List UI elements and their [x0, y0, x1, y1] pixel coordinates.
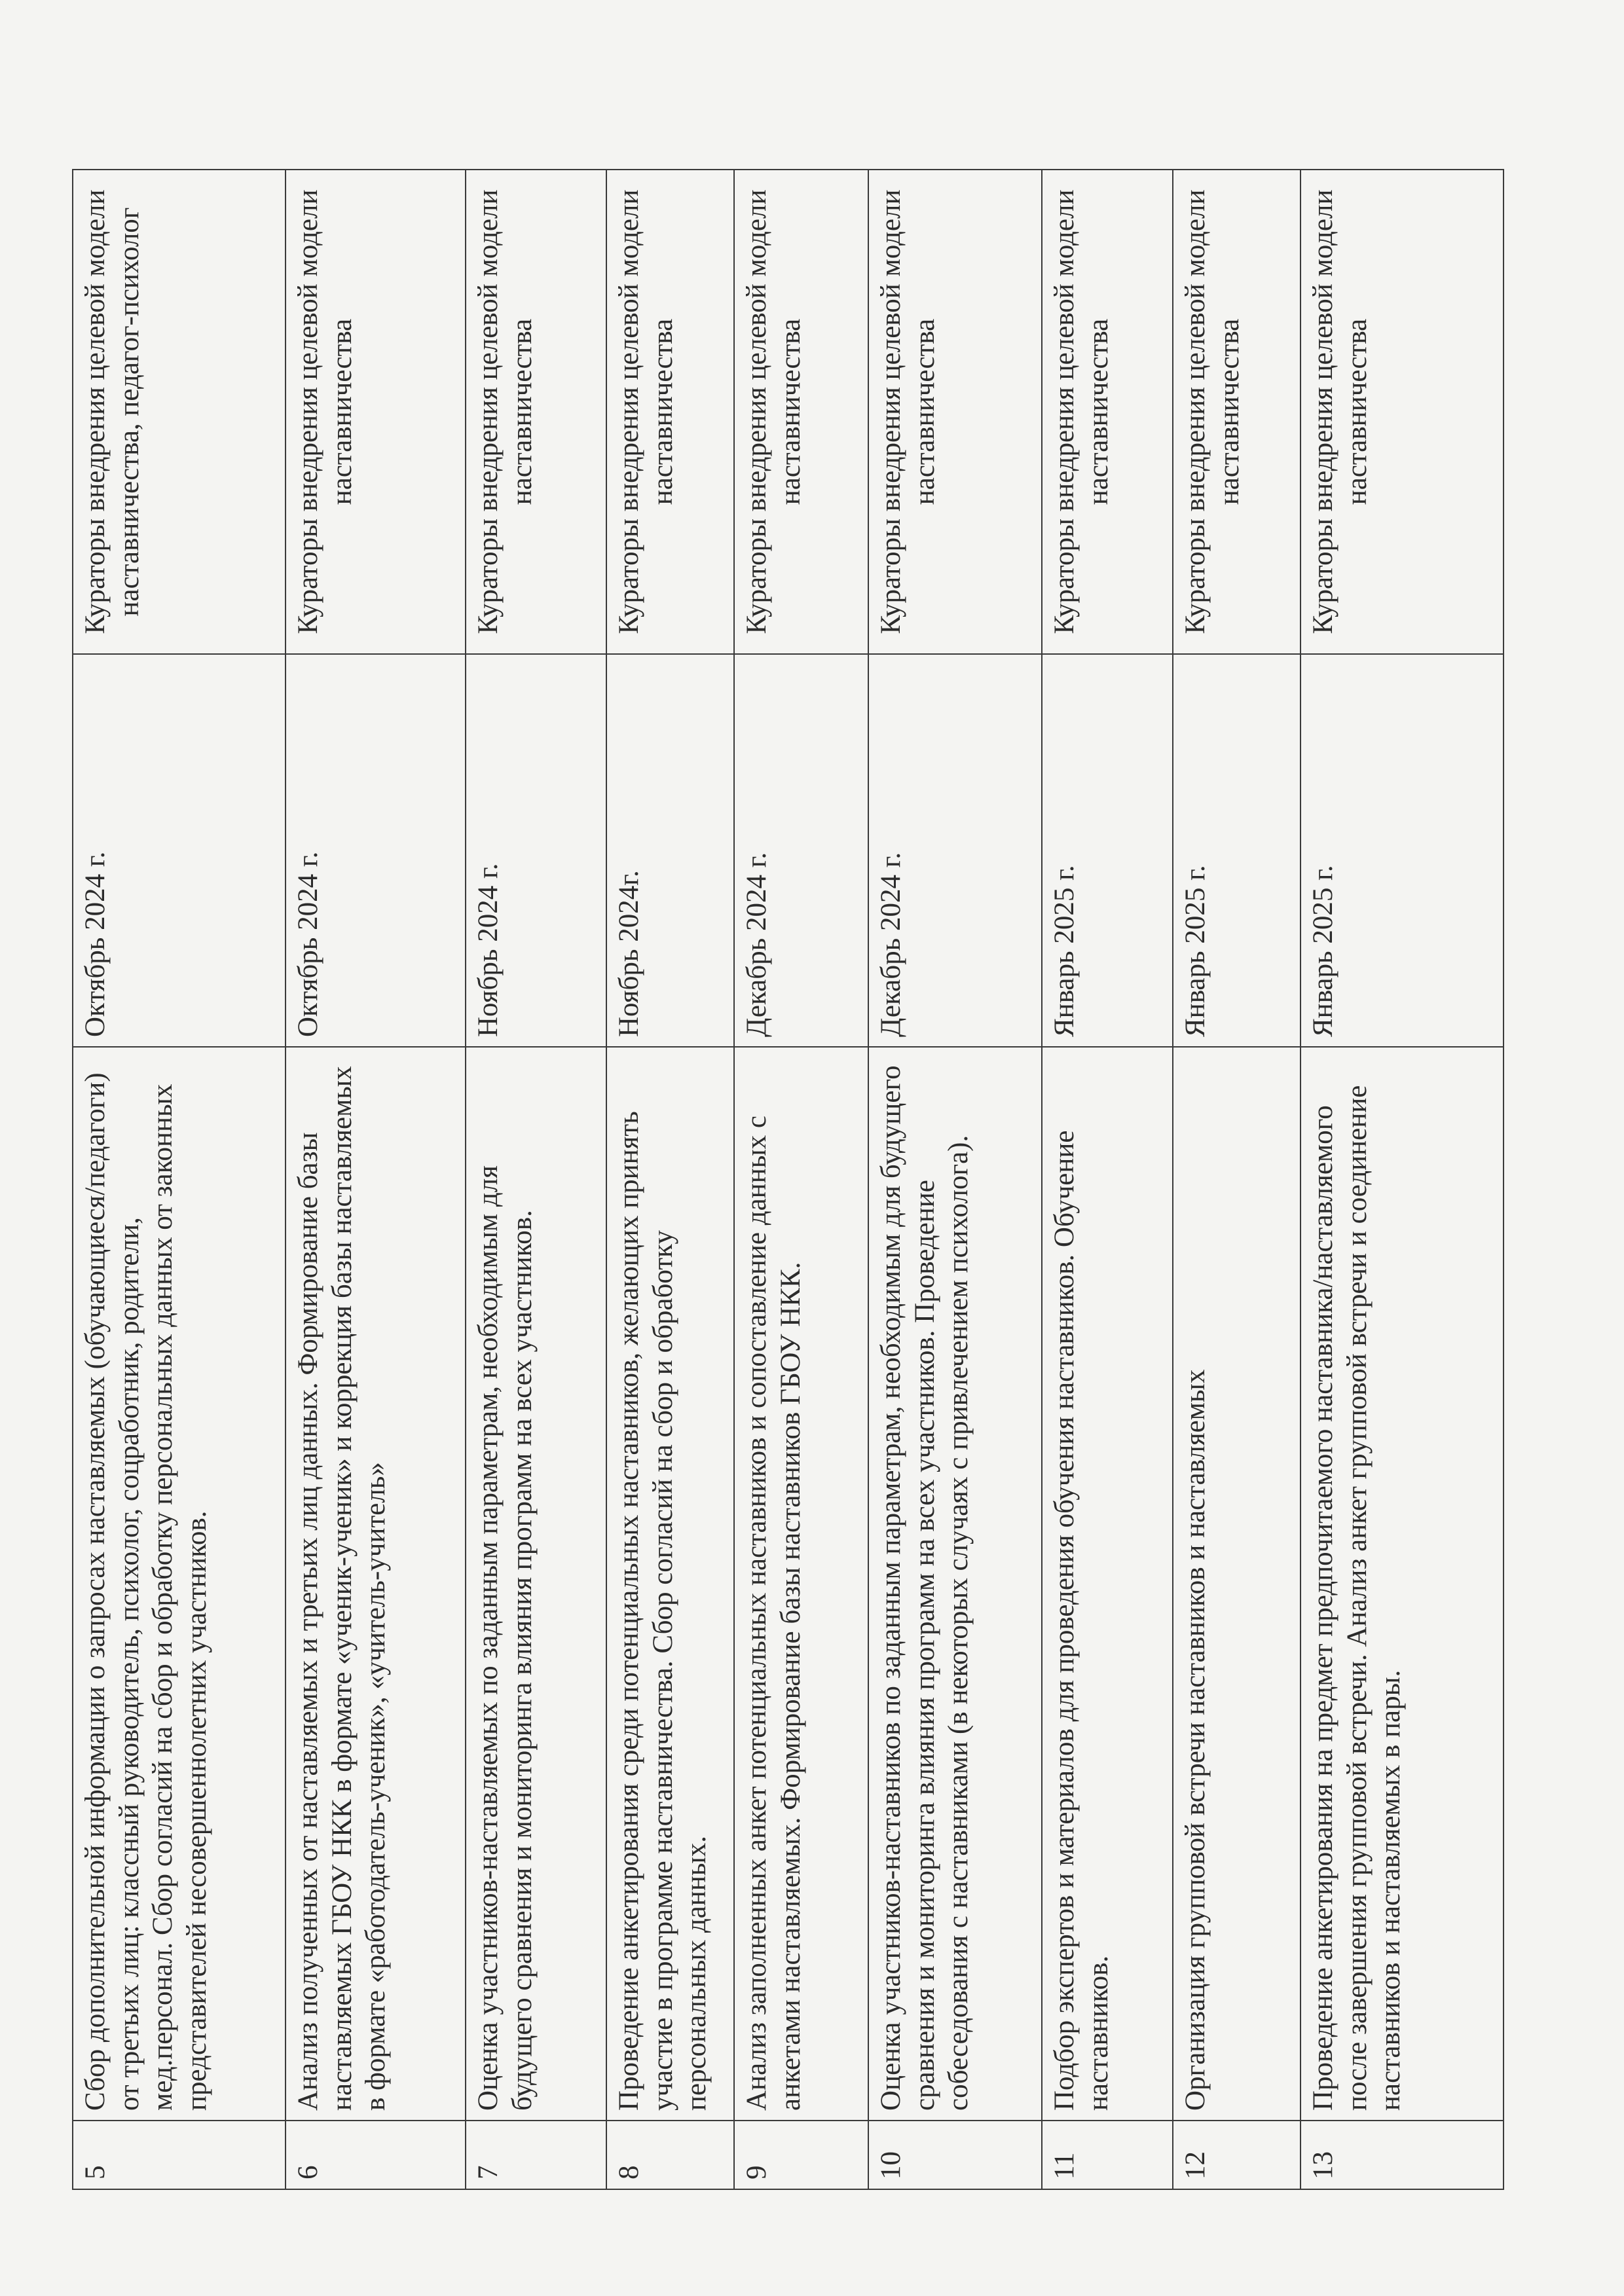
responsible-cell: Кураторы внедрения целевой модели наставничества: [466, 170, 606, 654]
responsible-cell: Кураторы внедрения целевой модели наставничества, педагог-психолог: [73, 170, 286, 654]
table-row: [1173, 170, 1301, 2189]
table-row: [606, 170, 734, 2189]
term-cell: Декабрь 2024 г.: [868, 654, 1042, 1047]
responsible-cell: Кураторы внедрения целевой модели наставничества: [1173, 170, 1301, 654]
row-number: 13: [1301, 2121, 1504, 2189]
activity-cell: Оценка участников-наставляемых по заданным параметрам, необходимым для будущего сравнения и мониторинга влияния программ на всех участников.: [466, 1047, 606, 2121]
term-cell: Декабрь 2024 г.: [734, 654, 868, 1047]
row-number: 8: [606, 2121, 734, 2189]
responsible-cell: Кураторы внедрения целевой модели наставничества: [868, 170, 1042, 654]
activity-cell: Организация групповой встречи наставников и наставляемых: [1173, 1047, 1301, 2121]
term-cell: Октябрь 2024 г.: [286, 654, 466, 1047]
term-cell: Январь 2025 г.: [1173, 654, 1301, 1047]
row-number: 6: [286, 2121, 466, 2189]
term-cell: Ноябрь 2024г.: [606, 654, 734, 1047]
term-cell: Ноябрь 2024 г.: [466, 654, 606, 1047]
table-row: [1042, 170, 1173, 2189]
rotated-table-container: [72, 170, 1503, 2190]
table-row: [466, 170, 606, 2189]
row-number: 7: [466, 2121, 606, 2189]
row-number: 11: [1042, 2121, 1173, 2189]
table-row: [1301, 170, 1504, 2189]
activity-cell: Анализ заполненных анкет потенциальных наставников и сопоставление данных с анкетами наставляемых. Формирование базы наставников ГБОУ НКК.: [734, 1047, 868, 2121]
row-number: 9: [734, 2121, 868, 2189]
table-row: [286, 170, 466, 2189]
table-row: [734, 170, 868, 2189]
mentoring-plan-table: [72, 169, 1504, 2190]
term-cell: Октябрь 2024 г.: [73, 654, 286, 1047]
term-cell: Январь 2025 г.: [1042, 654, 1173, 1047]
table-row: [868, 170, 1042, 2189]
activity-cell: Проведение анкетирования среди потенциальных наставников, желающих принять участие в программе наставничества. Сбор согласий на сбор и обработку персональных данных.: [606, 1047, 734, 2121]
activity-cell: Сбор дополнительной информации о запросах наставляемых (обучающиеся/педагоги) от третьих лиц: классный руководитель, психолог, соцработник, родители, мед.персонал. Сбор согласий на сбор и обработку персональных данных от законных представителей несовершеннолетних участников.: [73, 1047, 286, 2121]
responsible-cell: Кураторы внедрения целевой модели наставничества: [606, 170, 734, 654]
activity-cell: Оценка участников-наставников по заданным параметрам, необходимым для будущего сравнения и мониторинга влияния программ на всех участников. Проведение собеседования с наставниками (в некоторых случаях с привлечением психолога).: [868, 1047, 1042, 2121]
row-number: 10: [868, 2121, 1042, 2189]
responsible-cell: Кураторы внедрения целевой модели наставничества: [734, 170, 868, 654]
row-number: 12: [1173, 2121, 1301, 2189]
table-row: [73, 170, 286, 2189]
row-number: 5: [73, 2121, 286, 2189]
responsible-cell: Кураторы внедрения целевой модели наставничества: [286, 170, 466, 654]
responsible-cell: Кураторы внедрения целевой модели наставничества: [1301, 170, 1504, 654]
responsible-cell: Кураторы внедрения целевой модели наставничества: [1042, 170, 1173, 654]
activity-cell: Подбор экспертов и материалов для проведения обучения наставников. Обучение наставников.: [1042, 1047, 1173, 2121]
term-cell: Январь 2025 г.: [1301, 654, 1504, 1047]
activity-cell: Анализ полученных от наставляемых и третьих лиц данных. Формирование базы наставляемых ГБОУ НКК в формате «ученик-ученик» и коррекция базы наставляемых в формате «работодатель-ученик», «учитель-учитель»: [286, 1047, 466, 2121]
activity-cell: Проведение анкетирования на предмет предпочитаемого наставника/наставляемого после завершения групповой встречи. Анализ анкет групповой встречи и соединение наставников и наставляемых в пары.: [1301, 1047, 1504, 2121]
